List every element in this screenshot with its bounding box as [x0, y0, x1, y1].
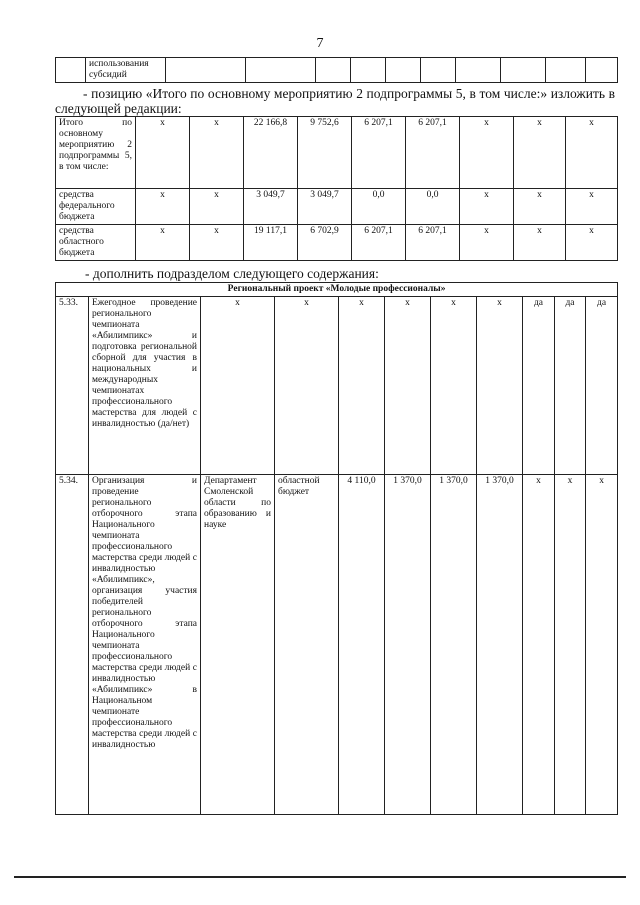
table-cell	[166, 58, 246, 83]
row-description: Организация и проведение регионального отборочного этапа Национального чемпионата профессионального мастерства среди людей с инвалидностью «Абилимпикс», организация участия победителей регионального отборочного этапа Национального чемпионата профессионального мастерства среди людей с инвалидностью «Абилимпикс» в Национальном чемпионате профессионального мастерства среди людей с инвалидностью	[89, 475, 201, 815]
row-number: 5.33.	[56, 297, 89, 475]
value-cell: 0,0	[352, 189, 406, 225]
value-cell: 22 166,8	[244, 117, 298, 189]
value-cell: 3 049,7	[298, 189, 352, 225]
row-number: 5.34.	[56, 475, 89, 815]
value-cell: 4 110,0	[339, 475, 385, 815]
value-cell: да	[586, 297, 618, 475]
table-cell	[316, 58, 351, 83]
table-cell	[56, 58, 86, 83]
value-cell: x	[586, 475, 618, 815]
totals-table	[55, 116, 618, 261]
value-cell: x	[385, 297, 431, 475]
value-cell: x	[190, 189, 244, 225]
value-cell: x	[460, 225, 514, 261]
value-cell: x	[460, 117, 514, 189]
row-description: Ежегодное проведение регионального чемпионата «Абилимпикс» и подготовка региональной сборной для участия в национальных и международных чемпионатах профессионального мастерства для людей с инвалидностью (да/нет)	[89, 297, 201, 475]
value-cell: да	[523, 297, 555, 475]
page-number: 7	[316, 36, 324, 51]
regional-project-table	[55, 282, 618, 815]
value-cell: x	[190, 225, 244, 261]
table-cell: использования субсидий	[86, 58, 166, 83]
value-cell: 3 049,7	[244, 189, 298, 225]
value-cell: 6 207,1	[406, 117, 460, 189]
table-row	[56, 189, 618, 225]
row-label: средства федерального бюджета	[56, 189, 136, 225]
value-cell: 0,0	[406, 189, 460, 225]
instruction-paragraph-1: - позицию «Итого по основному мероприятию 2 подпрограммы 5, в том числе:» изложить в следующей редакции:	[55, 86, 615, 116]
table-cell	[586, 58, 618, 83]
table-cell	[386, 58, 421, 83]
value-cell: x	[136, 189, 190, 225]
value-cell: 1 370,0	[385, 475, 431, 815]
value-cell: 19 117,1	[244, 225, 298, 261]
value-cell: x	[523, 475, 555, 815]
value-cell: x	[136, 117, 190, 189]
value-cell: x	[431, 297, 477, 475]
value-cell: да	[555, 297, 586, 475]
value-cell: x	[514, 117, 566, 189]
table-row	[56, 475, 618, 815]
value-cell: областной бюджет	[275, 475, 339, 815]
row-label: средства областного бюджета	[56, 225, 136, 261]
table-cell	[456, 58, 501, 83]
table-row	[56, 117, 618, 189]
table-cell	[501, 58, 546, 83]
value-cell: x	[566, 225, 618, 261]
value-cell: x	[514, 225, 566, 261]
value-cell: 6 207,1	[352, 117, 406, 189]
table-cell	[421, 58, 456, 83]
table-cell	[246, 58, 316, 83]
value-cell: x	[275, 297, 339, 475]
value-cell: 6 702,9	[298, 225, 352, 261]
value-cell: x	[190, 117, 244, 189]
value-cell: x	[339, 297, 385, 475]
row-label: Итого по основному мероприятию 2 подпрограммы 5, в том числе:	[56, 117, 136, 189]
top-table-fragment	[55, 57, 618, 83]
value-cell: x	[555, 475, 586, 815]
value-cell: x	[566, 117, 618, 189]
value-cell: x	[136, 225, 190, 261]
instruction-paragraph-2: - дополнить подразделом следующего содержания:	[85, 266, 379, 281]
table-cell	[351, 58, 386, 83]
value-cell: 1 370,0	[477, 475, 523, 815]
value-cell: x	[514, 189, 566, 225]
table-cell	[546, 58, 586, 83]
value-cell: x	[477, 297, 523, 475]
value-cell: 1 370,0	[431, 475, 477, 815]
value-cell: Департамент Смоленской области по образованию и науке	[201, 475, 275, 815]
value-cell: x	[460, 189, 514, 225]
value-cell: 9 752,6	[298, 117, 352, 189]
value-cell: x	[201, 297, 275, 475]
table-row	[56, 297, 618, 475]
value-cell: 6 207,1	[352, 225, 406, 261]
table-row	[56, 225, 618, 261]
footer-rule	[14, 876, 626, 878]
value-cell: x	[566, 189, 618, 225]
section-header: Региональный проект «Молодые профессионалы»	[56, 283, 618, 297]
value-cell: 6 207,1	[406, 225, 460, 261]
